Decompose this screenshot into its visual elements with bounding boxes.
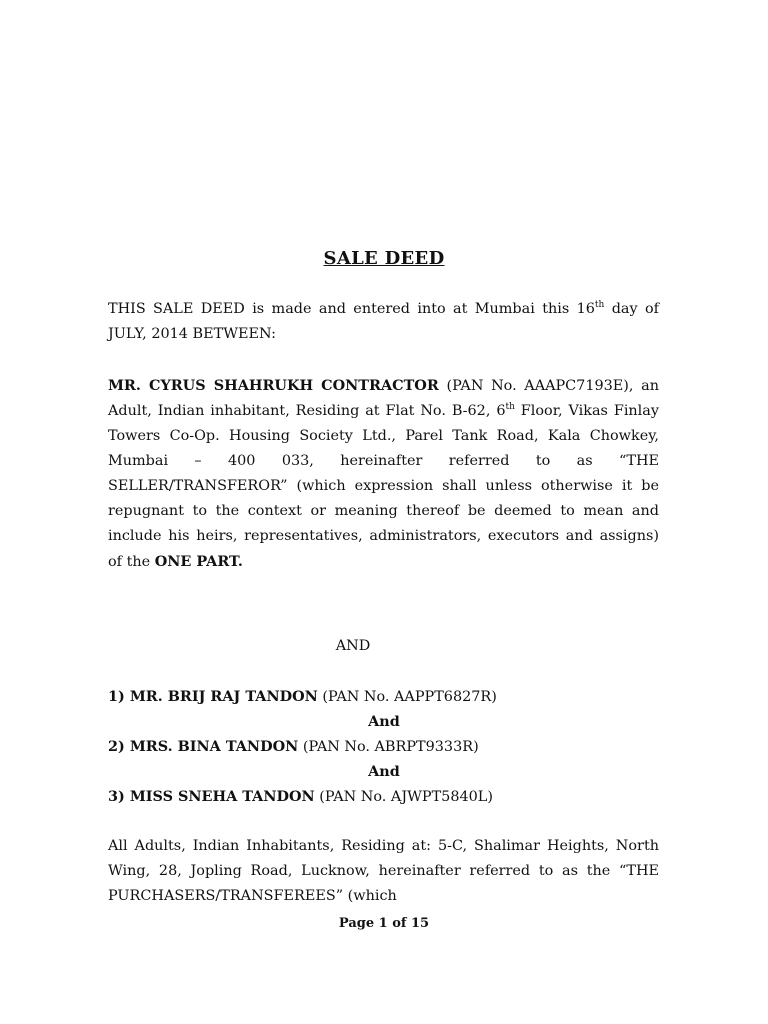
seller-paragraph xyxy=(108,373,659,575)
seller-floor-suffix: th xyxy=(505,402,515,413)
intro-text-end: day of JULY, 2014 BETWEEN: xyxy=(108,301,659,342)
intro-text-start: THIS SALE DEED is made and entered into at Mumbai this 16 xyxy=(108,301,595,317)
purchaser-1 xyxy=(108,684,497,710)
seller-details-end: Floor, Vikas Finlay Towers Co-Op. Housing Society Ltd., Parel Tank Road, Kala Chowkey, Mumbai – 400 033, hereinafter referred to as “THE SELLER/TRANSFEROR” (which expression shall unless otherwise it be repugnant to the context or meaning thereof be deemed to mean and include his heirs, representatives, administrators, executors and assigns) of the xyxy=(108,403,659,570)
document-title: SALE DEED xyxy=(323,248,445,269)
intro-paragraph xyxy=(108,297,659,347)
seller-details-start: (PAN No. AAAPC7193E), an Adult, Indian inhabitant, Residing at Flat No. B-62, 6 xyxy=(108,378,659,419)
purchaser-2-pan: (PAN No. ABRPT9333R) xyxy=(298,739,479,755)
purchasers-paragraph: All Adults, Indian Inhabitants, Residing at: 5-C, Shalimar Heights, North Wing, 28, Jopling Road, Lucknow, hereinafter referred to as the “THE PURCHASERS/TRANSFEREES” (which xyxy=(108,838,659,904)
intro-ordinal-suffix: th xyxy=(594,300,605,311)
and-separator: AND xyxy=(335,638,371,654)
purchaser-2-name: 2) MRS. BINA TANDON xyxy=(108,738,299,755)
purchaser-1-name: 1) MR. BRIJ RAJ TANDON xyxy=(108,688,318,705)
purchaser-3 xyxy=(108,784,493,810)
purchaser-3-name: 3) MISS SNEHA TANDON xyxy=(108,788,315,805)
purchaser-3-pan: (PAN No. AJWPT5840L) xyxy=(314,789,493,805)
page-number: Page 1 of 15 xyxy=(338,916,430,931)
and-connector-2: And xyxy=(368,763,400,780)
purchaser-1-pan: (PAN No. AAPPT6827R) xyxy=(317,689,497,705)
purchaser-2 xyxy=(108,734,479,760)
seller-closing: ONE PART. xyxy=(154,553,243,570)
and-connector-1: And xyxy=(368,713,400,730)
seller-name: MR. CYRUS SHAHRUKH CONTRACTOR xyxy=(108,377,439,394)
